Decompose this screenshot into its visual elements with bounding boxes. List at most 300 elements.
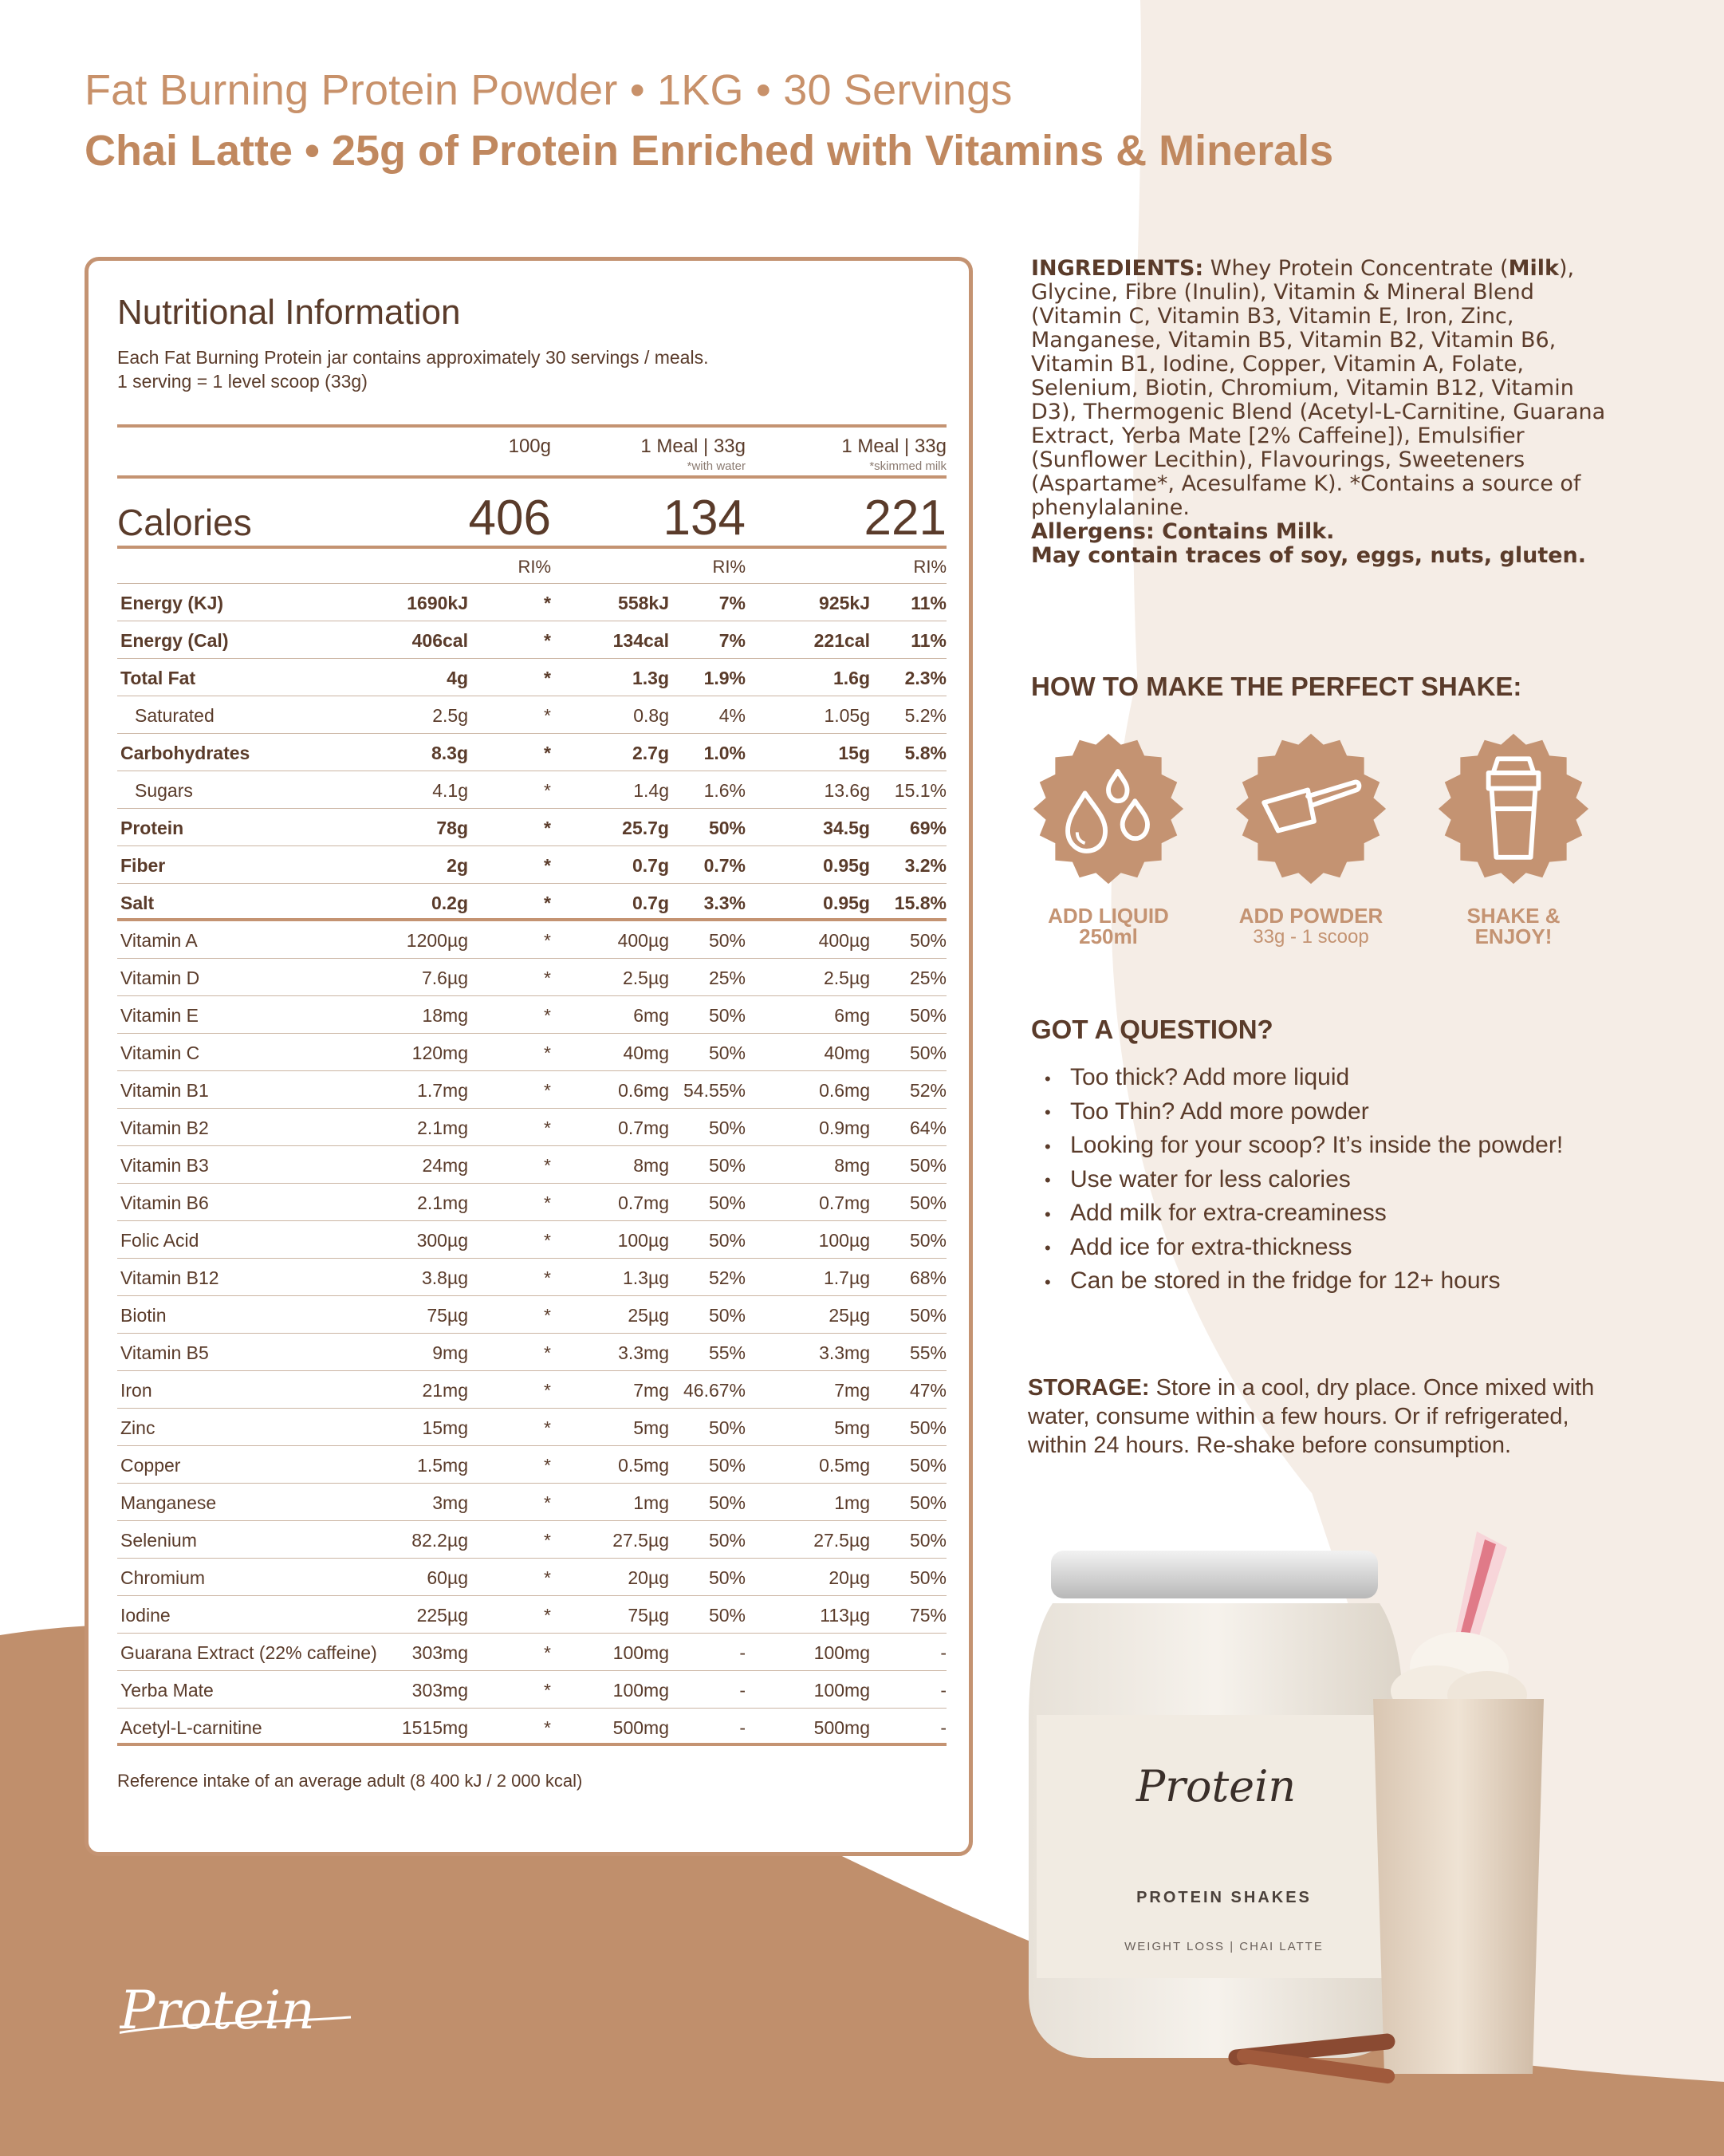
step-2-sub: 33g - 1 scoop (1253, 926, 1369, 948)
brand-logo-text: Protein (120, 1980, 315, 2041)
jar-label-sub: WEIGHT LOSS | CHAI LATTE (1124, 1940, 1324, 1953)
value-100g: 3mg (432, 1492, 468, 1513)
value-meal-milk: 1.7µg (823, 1267, 870, 1288)
ri-meal-milk: - (940, 1642, 947, 1663)
value-100g: 15mg (422, 1417, 468, 1438)
table-row (117, 996, 947, 1034)
value-100g: 3.8µg (421, 1267, 468, 1288)
how-to-title: HOW TO MAKE THE PERFECT SHAKE: (1031, 672, 1522, 701)
ri-meal-water: 1.6% (703, 780, 746, 801)
step-add-liquid (1021, 731, 1196, 947)
step-1-sub: 250ml (1079, 924, 1138, 948)
nutrient-name: Vitamin B5 (120, 1342, 209, 1363)
ri-meal-milk: 47% (909, 1380, 947, 1401)
ri-meal-water: - (739, 1642, 746, 1663)
value-100g: 78g (436, 818, 468, 838)
ri-meal-milk: 50% (909, 1455, 947, 1476)
nutrient-name: Manganese (120, 1492, 217, 1513)
faq-item: • Add ice for extra-thickness (1045, 1231, 1563, 1265)
faq-item: • Too Thin? Add more powder (1045, 1095, 1563, 1129)
storage-label: STORAGE: (1028, 1375, 1150, 1401)
nutrient-name: Energy (KJ) (120, 593, 224, 613)
ri-meal-milk: 5.2% (904, 705, 947, 726)
nutrient-name: Salt (120, 893, 155, 913)
value-100g: 1690kJ (407, 593, 468, 613)
faq-item: • Use water for less calories (1045, 1163, 1563, 1197)
step-shake-enjoy (1426, 731, 1601, 947)
value-meal-milk: 6mg (834, 1005, 870, 1026)
value-meal-water: 0.5mg (618, 1455, 669, 1476)
value-meal-milk: 1mg (834, 1492, 870, 1513)
value-100g: 406cal (411, 630, 468, 651)
nutrient-name: Fiber (120, 855, 166, 876)
value-100g: 7.6µg (421, 968, 468, 988)
ri-meal-milk: 11% (911, 593, 947, 613)
table-row (117, 1146, 947, 1184)
ri-meal-water: 0.7% (703, 855, 746, 876)
ri-100g: * (544, 1192, 551, 1213)
ri-meal-milk: 50% (909, 1230, 947, 1251)
jar-script-logo: Protein (1136, 1761, 1297, 1811)
value-meal-water: 1mg (633, 1492, 669, 1513)
table-row (117, 1446, 947, 1484)
value-100g: 2.1mg (417, 1117, 468, 1138)
scoop-icon (1233, 731, 1389, 887)
ri-meal-milk: 11% (911, 630, 947, 651)
nutrient-name: Energy (Cal) (120, 630, 229, 651)
shaker-icon (1435, 731, 1592, 887)
value-meal-milk: 15g (838, 743, 870, 763)
table-row (117, 1634, 947, 1671)
ri-100g: * (544, 1492, 551, 1513)
ri-meal-water: 50% (708, 1192, 746, 1213)
ri-100g: * (544, 1080, 551, 1101)
table-row (117, 1259, 947, 1296)
ri-100g: * (544, 1005, 551, 1026)
table-row (117, 1596, 947, 1634)
value-100g: 300µg (416, 1230, 468, 1251)
nutrient-name: Vitamin C (120, 1043, 200, 1063)
ri-meal-water: 7% (718, 630, 746, 651)
ri-meal-water: 1.9% (703, 668, 746, 688)
ri-meal-water: 50% (708, 1117, 746, 1138)
ri-header-row (117, 549, 947, 584)
value-meal-milk: 1.6g (832, 668, 870, 688)
ri-100g: * (544, 1717, 551, 1738)
table-row (117, 1409, 947, 1446)
ri-meal-water: 3.3% (703, 893, 746, 913)
value-meal-milk: 40mg (824, 1043, 870, 1063)
table-row (117, 584, 947, 621)
ri-meal-water: 50% (708, 1230, 746, 1251)
storage-block (1028, 1374, 1618, 1460)
value-meal-water: 1.4g (633, 780, 669, 801)
ri-100g: * (544, 780, 551, 801)
ri-meal-water: 50% (708, 1043, 746, 1063)
value-100g: 18mg (422, 1005, 468, 1026)
value-meal-water: 27.5µg (612, 1530, 669, 1551)
value-meal-water: 20µg (628, 1567, 669, 1588)
ri-meal-milk: 15.1% (894, 780, 947, 801)
nutrient-name: Vitamin D (120, 968, 200, 988)
ri-100g: * (544, 1305, 551, 1326)
col-meal-milk: 1 Meal | 33g (841, 436, 947, 457)
value-meal-water: 7mg (633, 1380, 669, 1401)
nutrient-name: Vitamin A (120, 930, 198, 951)
value-meal-milk: 8mg (834, 1155, 870, 1176)
value-meal-milk: 13.6g (824, 780, 870, 801)
value-100g: 75µg (427, 1305, 468, 1326)
ri-meal-milk: 5.8% (904, 743, 947, 763)
nutrient-name: Guarana Extract (22% caffeine) (120, 1642, 377, 1663)
ri-meal-milk: - (940, 1717, 947, 1738)
product-photo (1029, 1516, 1603, 2090)
shake-glass (1373, 1531, 1544, 2074)
ri-meal-water: 50% (708, 818, 746, 838)
value-meal-water: 558kJ (618, 593, 669, 613)
value-meal-milk: 100mg (813, 1680, 870, 1701)
ri-100g: * (544, 1267, 551, 1288)
nutrient-name: Vitamin B2 (120, 1117, 209, 1138)
ri-100g: * (544, 1417, 551, 1438)
ri-meal-water: 7% (718, 593, 746, 613)
ri-meal-milk: 50% (909, 1305, 947, 1326)
col-meal-water-note: *with water (687, 459, 746, 473)
value-100g: 303mg (411, 1642, 468, 1663)
ri-meal-milk: 52% (909, 1080, 947, 1101)
ri-100g: * (544, 1530, 551, 1551)
value-meal-water: 6mg (633, 1005, 669, 1026)
faq-item: • Add milk for extra-creaminess (1045, 1196, 1563, 1231)
reference-intake-note: Reference intake of an average adult (8 400 kJ / 2 000 kcal) (117, 1771, 583, 1791)
table-row (117, 621, 947, 659)
nutrient-name: Iron (120, 1380, 152, 1401)
table-row (117, 1034, 947, 1071)
value-100g: 2.5g (432, 705, 468, 726)
value-100g: 4g (447, 668, 468, 688)
ri-meal-water: 50% (708, 1567, 746, 1588)
ri-meal-water: 46.67% (683, 1380, 746, 1401)
storage-text: Store in a cool, dry place. Once mixed with water, consume within a few hours. Or if refrigerated, within 24 hours. Re-shake before consumption. (1028, 1375, 1595, 1458)
value-meal-milk: 34.5g (823, 818, 870, 838)
nutrient-name: Iodine (120, 1605, 171, 1626)
value-meal-milk: 20µg (829, 1567, 870, 1588)
nutrition-card (85, 257, 973, 1856)
step-2-label: ADD POWDER (1238, 904, 1384, 928)
value-100g: 1515mg (401, 1717, 468, 1738)
serving-size-note: 1 serving = 1 level scoop (33g) (117, 371, 368, 392)
table-row (117, 771, 947, 809)
nutrient-name: Folic Acid (120, 1230, 199, 1251)
value-meal-milk: 100mg (813, 1642, 870, 1663)
value-meal-milk: 0.6mg (819, 1080, 870, 1101)
brand-logo (120, 1966, 359, 2054)
value-100g: 1.5mg (417, 1455, 468, 1476)
value-meal-milk: 113µg (820, 1605, 870, 1626)
ri-100g: * (544, 1043, 551, 1063)
ri-100g: * (544, 818, 551, 838)
ri-meal-water: - (739, 1717, 746, 1738)
ri-meal-water: 50% (708, 1305, 746, 1326)
ri-100g: * (544, 855, 551, 876)
faq-title: GOT A QUESTION? (1031, 1015, 1273, 1044)
ri-meal-milk: 68% (909, 1267, 947, 1288)
faq-list (1045, 1061, 1563, 1299)
value-meal-water: 0.7mg (618, 1192, 669, 1213)
value-meal-milk: 25µg (829, 1305, 870, 1326)
faq-item: • Too thick? Add more liquid (1045, 1061, 1563, 1095)
value-meal-milk: 5mg (834, 1417, 870, 1438)
value-100g: 8.3g (431, 743, 468, 763)
ri-meal-milk: 64% (909, 1117, 947, 1138)
value-100g: 1200µg (406, 930, 468, 951)
ingredients-milk: Milk (1508, 256, 1559, 281)
nutrient-rows (117, 584, 947, 1746)
ingredients-text-1: Whey Protein Concentrate ( (1203, 256, 1509, 281)
ri-meal-water: 25% (708, 968, 746, 988)
value-meal-water: 40mg (623, 1043, 669, 1063)
nutrient-name: Saturated (135, 705, 215, 726)
value-meal-water: 25µg (628, 1305, 669, 1326)
water-drops-icon (1030, 731, 1187, 887)
ri-100g: * (544, 1155, 551, 1176)
allergens-text: Allergens: Contains Milk. (1031, 519, 1335, 544)
table-row (117, 1671, 947, 1709)
col-100g: 100g (508, 436, 551, 457)
ri-100g: * (544, 1117, 551, 1138)
ri-meal-milk: 50% (909, 1530, 947, 1551)
value-meal-milk: 0.9mg (819, 1117, 870, 1138)
value-meal-milk: 7mg (834, 1380, 870, 1401)
nutrient-name: Biotin (120, 1305, 167, 1326)
nutrition-table (117, 424, 947, 1746)
value-meal-water: 100mg (612, 1642, 669, 1663)
nutrient-name: Acetyl-L-carnitine (120, 1717, 262, 1738)
table-row (117, 1296, 947, 1334)
ri-meal-milk: 25% (909, 968, 947, 988)
ri-meal-water: 50% (708, 1492, 746, 1513)
ri-100g: * (544, 930, 551, 951)
table-row (117, 1709, 947, 1746)
ri-meal-water: 55% (708, 1342, 746, 1363)
value-100g: 4.1g (432, 780, 468, 801)
ri-100g: * (544, 1605, 551, 1626)
ri-meal-water: 54.55% (683, 1080, 746, 1101)
value-meal-water: 3.3mg (618, 1342, 669, 1363)
nutrient-name: Protein (120, 818, 184, 838)
ri-meal-water: 50% (708, 1530, 746, 1551)
ri-meal-milk: 50% (909, 1492, 947, 1513)
col-meal-water: 1 Meal | 33g (640, 436, 746, 457)
table-row (117, 884, 947, 921)
table-row (117, 846, 947, 884)
ri-100g: * (544, 968, 551, 988)
table-row (117, 659, 947, 696)
value-100g: 0.2g (431, 893, 468, 913)
value-meal-water: 5mg (633, 1417, 669, 1438)
step-add-powder (1223, 731, 1399, 948)
value-meal-water: 75µg (628, 1605, 669, 1626)
ri-meal-milk: 55% (909, 1342, 947, 1363)
ri-meal-milk: - (940, 1680, 947, 1701)
value-meal-milk: 925kJ (819, 593, 870, 613)
value-100g: 2.1mg (417, 1192, 468, 1213)
ri-meal-milk: 50% (909, 930, 947, 951)
ri-meal-milk: 50% (909, 1043, 947, 1063)
value-meal-water: 500mg (612, 1717, 669, 1738)
nutrition-title: Nutritional Information (117, 293, 461, 332)
jar-label-title: PROTEIN SHAKES (1136, 1889, 1312, 1906)
ri-label-100g: RI% (518, 557, 551, 577)
value-meal-water: 400µg (617, 930, 669, 951)
ri-meal-milk: 50% (909, 1417, 947, 1438)
calories-label: Calories (117, 502, 252, 543)
ri-label-milk: RI% (913, 557, 947, 577)
value-meal-milk: 1.05g (824, 705, 870, 726)
value-meal-water: 0.7g (632, 893, 669, 913)
value-meal-water: 0.8g (633, 705, 669, 726)
value-meal-milk: 500mg (813, 1717, 870, 1738)
ri-meal-water: 50% (708, 930, 746, 951)
table-header (117, 424, 947, 479)
value-meal-milk: 27.5µg (813, 1530, 870, 1551)
value-100g: 21mg (422, 1380, 468, 1401)
ingredients-text-2: ), Glycine, Fibre (Inulin), Vitamin & Mineral Blend (Vitamin C, Vitamin B3, Vitamin E, Iron, Zinc, Manganese, Vitamin B5, Vitamin B2, Vitamin B6, Vitamin B1, Iodine, Copper, Vitamin A, Folate, Selenium, Biotin, Chromium, Vitamin B12, Vitamin D3), Thermogenic Blend (Acetyl-L-Carnitine, Guarana Extract, Yerba Mate [2% Caffeine]), Emulsifier (Sunflower Lecithin), Flavourings, Sweeteners (Aspartame*, Acesulfame K). *Contains a source of phenylalanine. (1031, 256, 1606, 520)
nutrient-name: Chromium (120, 1567, 206, 1588)
value-100g: 60µg (427, 1567, 468, 1588)
value-meal-water: 100µg (617, 1230, 669, 1251)
value-100g: 9mg (432, 1342, 468, 1363)
ri-meal-milk: 2.3% (904, 668, 947, 688)
value-meal-water: 2.5µg (622, 968, 669, 988)
value-meal-water: 25.7g (622, 818, 669, 838)
ri-meal-water: 50% (708, 1417, 746, 1438)
ri-100g: * (544, 630, 551, 651)
value-meal-water: 1.3g (632, 668, 669, 688)
step-3-label: SHAKE & (1466, 904, 1561, 928)
table-row (117, 809, 947, 846)
ri-meal-water: 50% (708, 1155, 746, 1176)
value-meal-water: 0.6mg (618, 1080, 669, 1101)
ri-100g: * (544, 1455, 551, 1476)
value-100g: 120mg (411, 1043, 468, 1063)
nutrient-name: Total Fat (120, 668, 196, 688)
table-row (117, 959, 947, 996)
value-meal-milk: 100µg (818, 1230, 870, 1251)
table-row (117, 1221, 947, 1259)
value-meal-water: 1.3µg (622, 1267, 669, 1288)
ri-meal-water: 4% (718, 705, 746, 726)
calories-water: 134 (663, 491, 746, 546)
value-meal-water: 100mg (612, 1680, 669, 1701)
ri-meal-water: 50% (708, 1455, 746, 1476)
table-row (117, 1334, 947, 1371)
ri-meal-water: 50% (708, 1005, 746, 1026)
table-row (117, 734, 947, 771)
faq-item: • Can be stored in the fridge for 12+ hours (1045, 1264, 1563, 1299)
ri-100g: * (544, 668, 551, 688)
ri-meal-water: - (739, 1680, 746, 1701)
value-meal-water: 0.7g (632, 855, 669, 876)
ri-meal-milk: 50% (909, 1567, 947, 1588)
table-row (117, 1371, 947, 1409)
ri-meal-milk: 3.2% (904, 855, 947, 876)
nutrient-name: Yerba Mate (120, 1680, 214, 1701)
table-row (117, 1521, 947, 1559)
table-row (117, 1071, 947, 1109)
faq-item: • Looking for your scoop? It’s inside the powder! (1045, 1129, 1563, 1163)
nutrition-subtitle (117, 345, 940, 393)
ingredients-block (1031, 257, 1613, 568)
value-100g: 1.7mg (417, 1080, 468, 1101)
ri-meal-milk: 15.8% (894, 893, 947, 913)
table-row (117, 1184, 947, 1221)
ri-100g: * (544, 1642, 551, 1663)
ri-meal-milk: 69% (909, 818, 947, 838)
value-meal-water: 8mg (633, 1155, 669, 1176)
nutrient-name: Vitamin B6 (120, 1192, 209, 1213)
value-100g: 24mg (422, 1155, 468, 1176)
nutrient-name: Vitamin B3 (120, 1155, 209, 1176)
nutrient-name: Vitamin E (120, 1005, 199, 1026)
nutrient-name: Carbohydrates (120, 743, 250, 763)
table-row (117, 696, 947, 734)
ri-100g: * (544, 1680, 551, 1701)
value-meal-milk: 0.95g (823, 855, 870, 876)
ri-100g: * (544, 743, 551, 763)
ri-label-water: RI% (712, 557, 746, 577)
ri-meal-milk: 50% (909, 1005, 947, 1026)
ri-100g: * (544, 1380, 551, 1401)
nutrient-name: Vitamin B1 (120, 1080, 209, 1101)
step-1-label: ADD LIQUID (1048, 904, 1169, 928)
ri-100g: * (544, 1342, 551, 1363)
col-meal-milk-note: *skimmed milk (869, 459, 947, 473)
table-row (117, 921, 947, 959)
ri-meal-milk: 50% (909, 1155, 947, 1176)
value-meal-water: 2.7g (632, 743, 669, 763)
nutrient-name: Sugars (135, 780, 193, 801)
value-meal-water: 134cal (612, 630, 669, 651)
servings-note: Each Fat Burning Protein jar contains approximately 30 servings / meals. (117, 347, 709, 368)
step-3-sub: ENJOY! (1474, 924, 1553, 948)
protein-jar (1029, 1551, 1403, 2058)
table-row (117, 1559, 947, 1596)
value-100g: 303mg (411, 1680, 468, 1701)
ri-100g: * (544, 705, 551, 726)
value-meal-milk: 400µg (818, 930, 870, 951)
ri-100g: * (544, 593, 551, 613)
nutrient-name: Zinc (120, 1417, 155, 1438)
calories-milk: 221 (864, 491, 947, 546)
ri-100g: * (544, 893, 551, 913)
ri-100g: * (544, 1230, 551, 1251)
ri-meal-water: 1.0% (703, 743, 746, 763)
nutrient-name: Vitamin B12 (120, 1267, 219, 1288)
ri-meal-water: 50% (708, 1605, 746, 1626)
table-row (117, 1109, 947, 1146)
table-row (117, 1484, 947, 1521)
value-100g: 2g (447, 855, 468, 876)
value-meal-milk: 0.95g (823, 893, 870, 913)
value-meal-milk: 0.7mg (819, 1192, 870, 1213)
value-meal-milk: 2.5µg (823, 968, 870, 988)
ri-meal-milk: 50% (909, 1192, 947, 1213)
calories-100g: 406 (468, 491, 551, 546)
value-meal-water: 0.7mg (618, 1117, 669, 1138)
product-subtitle: Chai Latte • 25g of Protein Enriched with Vitamins & Minerals (85, 127, 1334, 175)
traces-text: May contain traces of soy, eggs, nuts, gluten. (1031, 543, 1587, 568)
